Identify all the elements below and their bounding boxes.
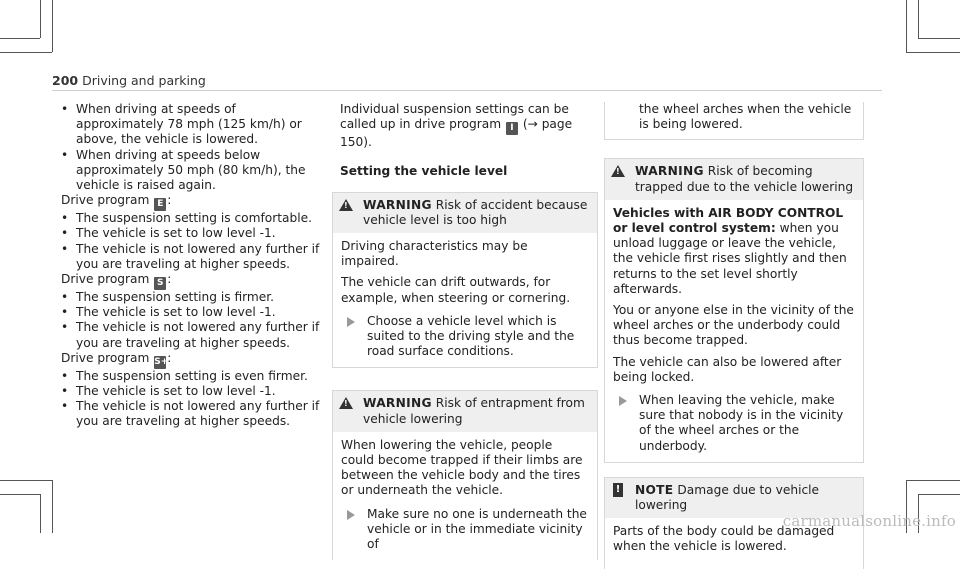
list-item: • The suspension setting is firmer. (61, 290, 323, 305)
page-header (52, 73, 206, 88)
list-item: • When driving at speeds of approximately 78 mph (125 km/h) or above, the vehicle is lowered. (61, 102, 323, 148)
warning-paragraph: You or anyone else in the vicinity of the wheel arches or the underbody could thus become trapped. (613, 303, 854, 348)
section-heading: Setting the vehicle level (340, 164, 508, 179)
warning-box-vehicle-level (332, 192, 598, 369)
note-keyword: NOTE (635, 482, 674, 497)
warning-body (333, 233, 597, 367)
comfort-program-icon: E (154, 198, 166, 211)
drive-program-text: Drive program (61, 193, 150, 208)
paragraph-text: when you unload luggage or leave the vehicle, the vehicle first rises slightly and then returns to the set level shortly afterwards. (613, 221, 847, 296)
action-arrow-icon (619, 396, 627, 406)
watermark: carmanualsonline.info (782, 511, 956, 530)
note-text: Parts of the body could be damaged when the vehicle is lowered. (613, 524, 835, 554)
action-text: Make sure no one is underneath the vehicle or in the immediate vicinity of (367, 506, 587, 552)
crop-mark (906, 480, 960, 481)
intro-bullet-list (61, 102, 323, 193)
intro-text: Individual suspension settings can be called up in drive program (340, 102, 569, 132)
warning-paragraph: When lowering the vehicle, people could become trapped if their limbs are between the vehicle body and the tires or underneath the vehicle. (341, 437, 583, 498)
drive-program-label-sport-plus (61, 351, 323, 369)
warning-paragraph (613, 206, 855, 297)
crop-mark (52, 0, 53, 52)
warning-body (333, 432, 597, 560)
warning-keyword: WARNING (363, 197, 432, 212)
column-3 (612, 104, 864, 569)
colon: : (167, 350, 172, 365)
crop-mark (0, 480, 52, 481)
crop-mark (40, 494, 41, 533)
list-item: • The vehicle is not lowered any further if you are traveling at higher speeds. (61, 399, 323, 429)
page-number: 200 (52, 73, 79, 88)
column-2 (340, 102, 598, 560)
colon: : (167, 193, 172, 208)
drive-program-label-comfort (61, 193, 323, 211)
list-item: • The suspension setting is comfortable. (61, 211, 323, 226)
list-item: • The vehicle is set to low level -1. (61, 384, 323, 399)
list-item: • The vehicle is set to low level -1. (61, 305, 323, 320)
action-arrow-icon (347, 510, 355, 520)
program-bullet-list (61, 369, 323, 430)
crop-mark (0, 38, 40, 39)
crop-mark (40, 0, 41, 38)
sport-plus-program-icon: S+ (154, 356, 169, 367)
crop-mark (906, 52, 960, 53)
program-bullet-list (61, 211, 323, 272)
warning-header (333, 391, 597, 431)
header-rule (52, 90, 882, 91)
crop-mark (918, 0, 919, 38)
warning-keyword: WARNING (363, 396, 432, 411)
warning-title: Risk of accident because vehicle level is too high (363, 197, 588, 227)
warning-header (605, 159, 863, 199)
section-title: Driving and parking (82, 73, 206, 88)
program-bullet-list (61, 290, 323, 351)
action-arrow-icon (347, 317, 355, 327)
warning-body (605, 200, 863, 462)
warning-box-trapped (604, 158, 864, 462)
action-text: Choose a vehicle level which is suited to the driving style and the road surface conditions. (367, 313, 575, 359)
action-text: When leaving the vehicle, make sure that nobody is in the vicinity of the wheel arches or the underbody. (639, 393, 844, 453)
warning-keyword: WARNING (635, 164, 704, 179)
action-step (341, 507, 589, 553)
warning-triangle-icon (339, 397, 353, 409)
list-item: • The vehicle is not lowered any further if you are traveling at higher speeds. (61, 320, 323, 350)
continuation-text: the wheel arches when the vehicle is being lowered. (639, 102, 852, 132)
warning-title: Risk of becoming trapped due to the vehicle lowering (635, 164, 854, 194)
list-item: • The vehicle is not lowered any further if you are traveling at higher speeds. (61, 242, 323, 272)
colon: : (167, 272, 172, 287)
action-step (341, 314, 589, 360)
note-exclamation-icon: ! (613, 483, 623, 497)
bold-lead: Vehicles with AIR BODY CONTROL or level control system: (613, 205, 844, 236)
note-title: Damage due to vehicle lowering (635, 482, 820, 513)
crop-mark (906, 0, 907, 52)
drive-program-label-sport (61, 272, 323, 290)
warning-title: Risk of entrapment from vehicle lowering (363, 396, 585, 426)
warning-continuation (604, 102, 864, 140)
crop-mark (918, 494, 960, 495)
warning-header (333, 193, 597, 233)
warning-paragraph: Driving characteristics may be impaired. (341, 239, 528, 269)
warning-paragraph: The vehicle can drift outwards, for example, when steering or cornering. (341, 275, 571, 305)
warning-paragraph: The vehicle can also be lowered after being locked. (613, 354, 842, 384)
list-item: • The vehicle is set to low level -1. (61, 226, 323, 241)
column-1 (61, 102, 323, 430)
warning-triangle-icon (611, 165, 625, 177)
page-reference-link[interactable]: (→ page 150). (340, 117, 573, 150)
drive-program-text: Drive program (61, 272, 150, 287)
action-step (613, 393, 855, 454)
individual-settings-paragraph (340, 102, 598, 150)
crop-mark (918, 38, 960, 39)
crop-mark (0, 52, 52, 53)
list-item: • When driving at speeds below approximately 50 mph (80 km/h), the vehicle is raised again. (61, 148, 323, 194)
drive-program-text: Drive program (61, 350, 150, 365)
sport-program-icon: S (154, 277, 166, 290)
list-item: • The suspension setting is even firmer. (61, 369, 323, 384)
crop-mark (52, 480, 53, 533)
individual-program-icon: I (506, 122, 518, 135)
crop-mark (0, 494, 40, 495)
warning-triangle-icon (339, 199, 353, 211)
warning-box-entrapment (332, 390, 598, 560)
